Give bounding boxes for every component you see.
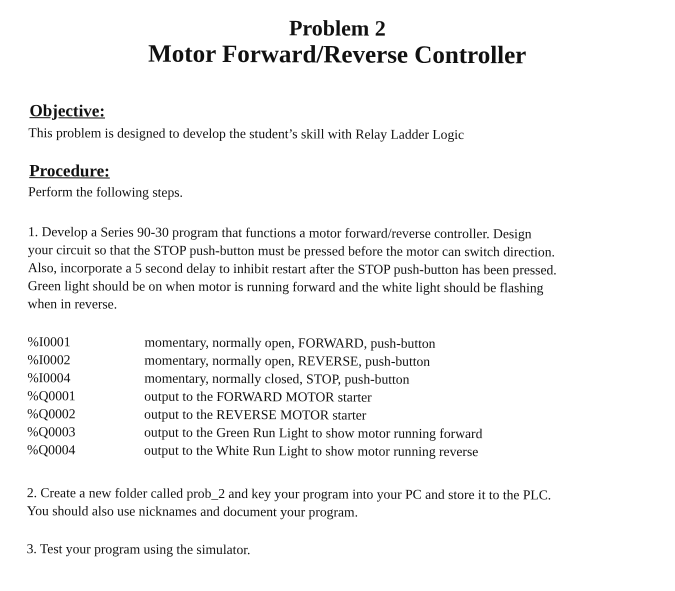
io-description: output to the FORWARD MOTOR starter xyxy=(144,388,372,405)
io-table-row xyxy=(27,352,627,369)
io-address: %Q0003 xyxy=(27,424,76,440)
step1-line: Also, incorporate a 5 second delay to inhibit restart after the STOP push-button has been pressed. xyxy=(27,260,557,278)
io-description: momentary, normally open, FORWARD, push-button xyxy=(144,334,436,351)
problem-title: Motor Forward/Reverse Controller xyxy=(148,40,527,70)
io-description: output to the White Run Light to show motor running reverse xyxy=(144,442,479,460)
step1-line: when in reverse. xyxy=(27,296,118,312)
step1-line: 1. Develop a Series 90-30 program that functions a motor forward/reverse controller. Design xyxy=(27,224,532,242)
io-description: momentary, normally open, REVERSE, push-button xyxy=(144,352,431,369)
io-address: %I0002 xyxy=(27,352,71,368)
io-table-row xyxy=(27,406,627,423)
step2-line: You should also use nicknames and document your program. xyxy=(26,503,359,520)
objective-text: This problem is designed to develop the student’s skill with Relay Ladder Logic xyxy=(28,125,465,143)
io-description: output to the REVERSE MOTOR starter xyxy=(144,406,367,423)
problem-number-title: Problem 2 xyxy=(288,15,386,41)
step1-line: Green light should be on when motor is running forward and the white light should be flashing xyxy=(27,278,544,296)
procedure-heading: Procedure: xyxy=(29,161,110,181)
io-address: %Q0001 xyxy=(27,388,76,404)
step3-line: 3. Test your program using the simulator. xyxy=(26,541,251,558)
objective-heading: Objective: xyxy=(29,101,106,121)
io-table-row xyxy=(27,388,627,405)
io-address: %Q0004 xyxy=(27,442,76,458)
io-table-row xyxy=(27,442,627,460)
io-address: %I0004 xyxy=(27,370,71,386)
io-table-row xyxy=(27,370,627,387)
io-address: %I0001 xyxy=(27,334,71,350)
io-address: %Q0002 xyxy=(27,406,76,422)
io-table-row xyxy=(27,334,628,351)
step2-line: 2. Create a new folder called prob_2 and key your program into your PC and store it to the PLC. xyxy=(26,485,552,503)
io-description: momentary, normally closed, STOP, push-button xyxy=(144,370,410,387)
io-description: output to the Green Run Light to show motor running forward xyxy=(144,424,483,442)
step1-line: your circuit so that the STOP push-button must be pressed before the motor can switch direction. xyxy=(27,242,555,260)
io-table-row xyxy=(27,424,627,442)
procedure-intro: Perform the following steps. xyxy=(28,184,183,200)
